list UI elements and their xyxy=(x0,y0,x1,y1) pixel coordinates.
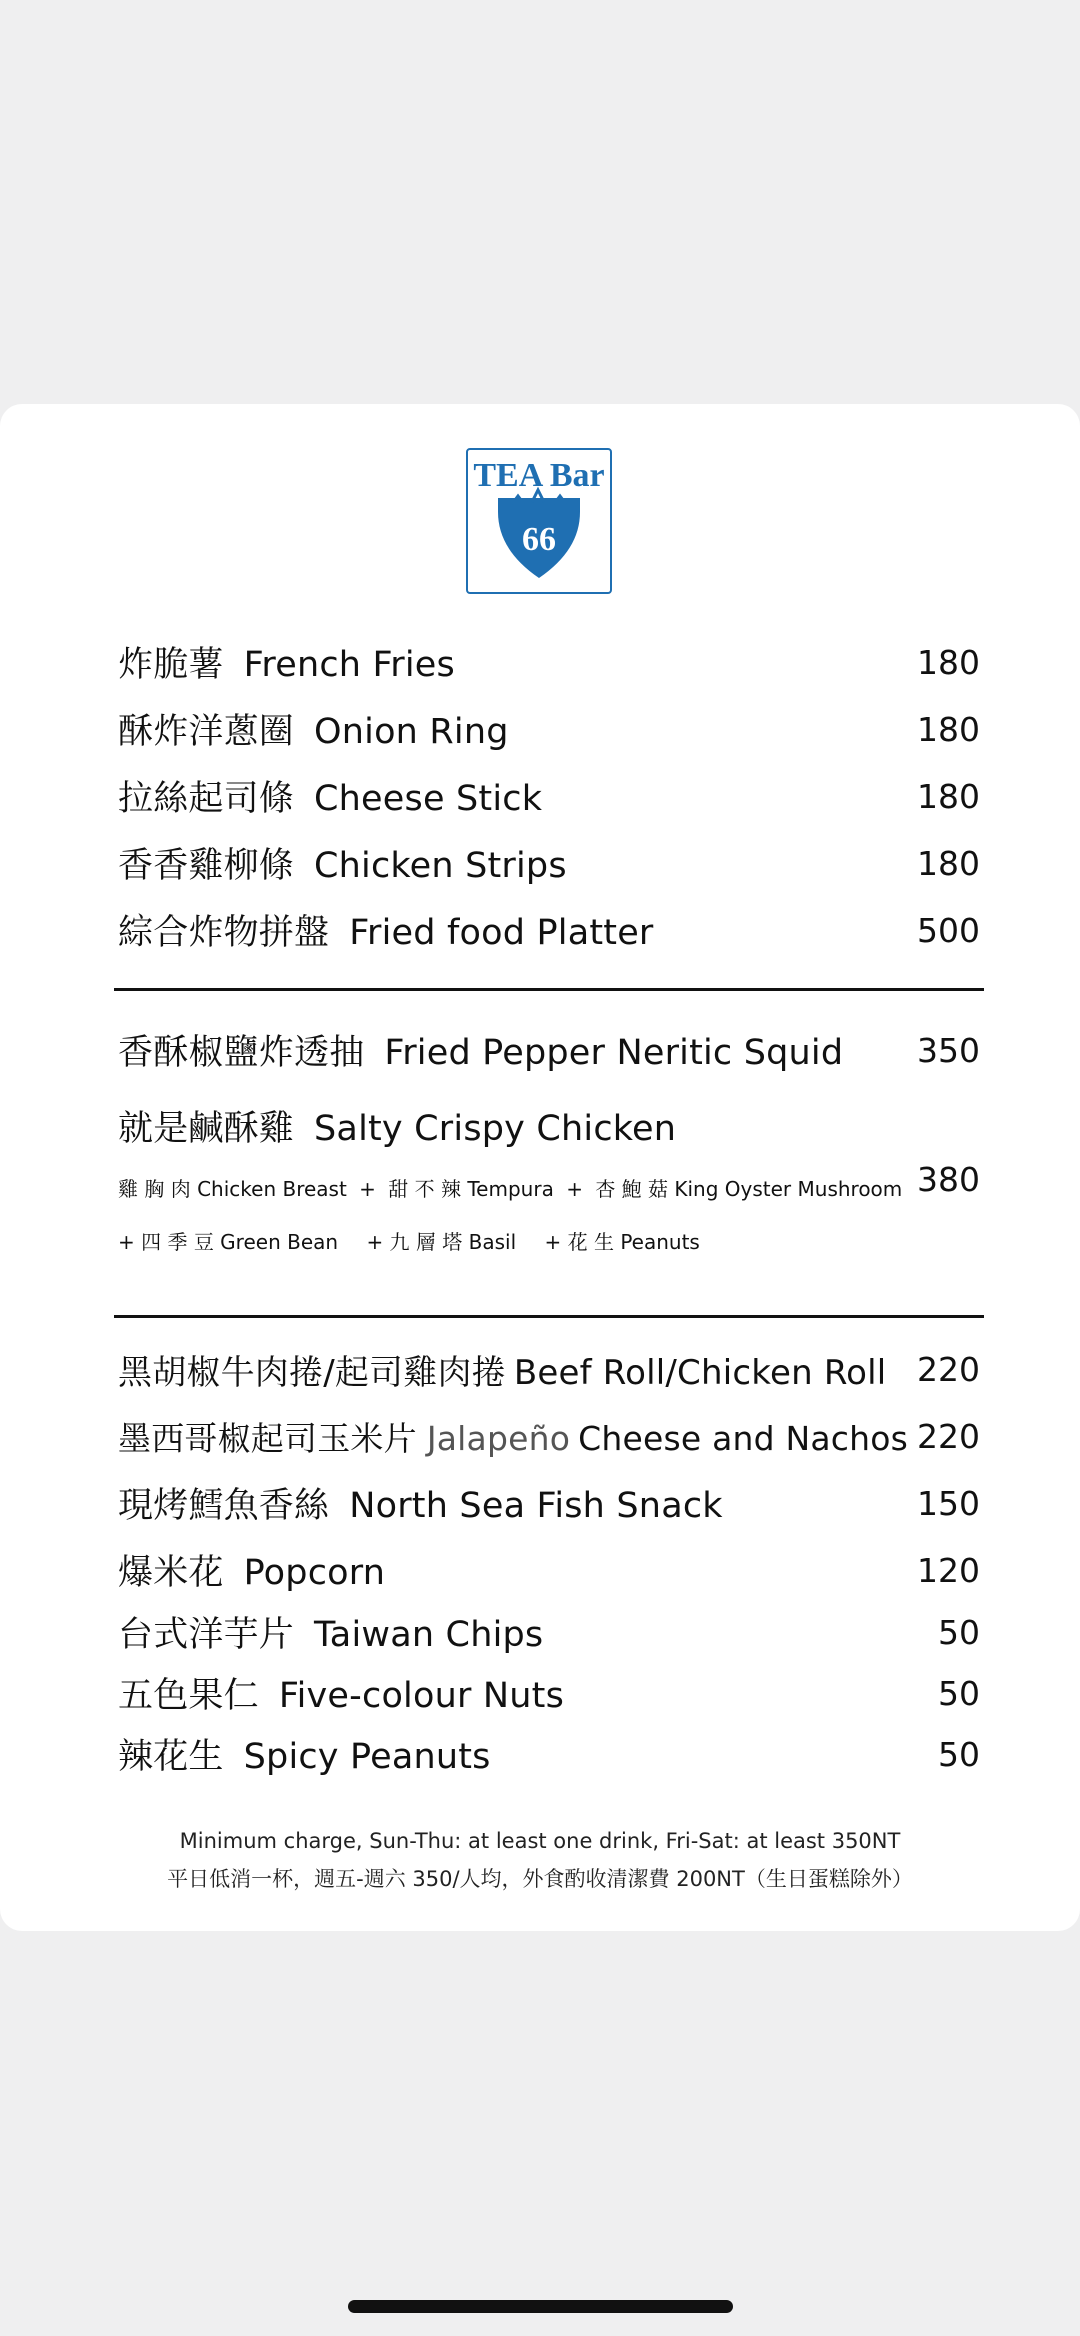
option-text: + 九 層 塔 Basil xyxy=(366,1230,517,1254)
item-name-en: Onion Ring xyxy=(314,712,509,752)
item-name-zh: 綜合炸物拼盤 xyxy=(118,913,330,953)
menu-item-squid xyxy=(118,1022,980,1078)
option-text: 杏 鮑 菇 King Oyster Mushroom xyxy=(595,1177,903,1201)
item-price: 220 xyxy=(917,1416,980,1456)
item-price: 180 xyxy=(917,843,980,883)
section-divider xyxy=(114,988,984,991)
menu-item-french-fries xyxy=(118,634,980,690)
logo-number: 66 xyxy=(522,521,556,558)
item-name-zh: 辣花生 xyxy=(118,1737,224,1777)
section-divider xyxy=(114,1315,984,1318)
option-text: 甜 不 辣 Tempura xyxy=(388,1177,554,1201)
item-name-en: Cheese and Nachos xyxy=(578,1418,908,1458)
item-name-zh: 黑胡椒牛肉捲/起司雞肉捲 xyxy=(118,1352,506,1393)
item-name-en: Fried food Platter xyxy=(349,913,654,953)
item-price: 220 xyxy=(917,1349,980,1389)
option-text: 雞 胸 肉 Chicken Breast xyxy=(118,1177,347,1201)
item-name-en: Fried Pepper Neritic Squid xyxy=(384,1033,844,1073)
option-plus: + xyxy=(566,1177,583,1201)
minimum-charge-note-en: Minimum charge, Sun-Thu: at least one drink, Fri-Sat: at least 350NT xyxy=(179,1829,901,1853)
item-name-en: Salty Crispy Chicken xyxy=(314,1109,677,1149)
item-name-zh: 台式洋芋片 xyxy=(118,1615,295,1655)
menu-item-beef-roll xyxy=(118,1341,980,1397)
menu-item-cheese-stick xyxy=(118,768,980,824)
menu-item-spicy-peanuts xyxy=(118,1726,980,1782)
chicken-price: 380 xyxy=(917,1160,980,1199)
item-name-zh: 香香雞柳條 xyxy=(118,846,295,886)
minimum-charge-note-zh: 平日低消一杯，週五-週六 350/人均，外食酌收清潔費 200NT（生日蛋糕除外） xyxy=(167,1867,913,1891)
option-text: + 花 生 Peanuts xyxy=(544,1230,700,1254)
menu-item-fish-snack xyxy=(118,1475,980,1531)
item-price: 120 xyxy=(917,1550,980,1590)
menu-item-nuts xyxy=(118,1665,980,1721)
item-name-zh: 就是鹹酥雞 xyxy=(118,1109,295,1149)
menu-item-onion-ring xyxy=(118,701,980,757)
item-name-en: Chicken Strips xyxy=(314,846,567,886)
item-price: 500 xyxy=(917,910,980,950)
menu-item-taiwan-chips xyxy=(118,1604,980,1660)
option-text: + 四 季 豆 Green Bean xyxy=(118,1230,339,1254)
item-name-en: Cheese Stick xyxy=(314,779,543,819)
item-name-zh: 酥炸洋蔥圈 xyxy=(118,712,295,752)
item-name-zh: 墨西哥椒起司玉米片 xyxy=(118,1418,417,1458)
item-name-en: French Fries xyxy=(243,645,455,685)
option-plus: + xyxy=(359,1177,376,1201)
item-name-en: Spicy Peanuts xyxy=(243,1737,491,1777)
item-name-zh: 五色果仁 xyxy=(118,1676,259,1716)
home-indicator[interactable] xyxy=(348,2300,733,2313)
menu-item-chicken-strips xyxy=(118,835,980,891)
chicken-options-line-2 xyxy=(118,1226,706,1255)
item-name-en-highlight: Jalapeño xyxy=(426,1418,571,1458)
item-name-en: Beef Roll/Chicken Roll xyxy=(513,1352,887,1393)
logo-text: TEA Bar xyxy=(473,457,605,494)
item-price: 50 xyxy=(938,1673,980,1713)
item-name-en: North Sea Fish Snack xyxy=(349,1486,723,1526)
item-price: 150 xyxy=(917,1483,980,1523)
item-name-zh: 炸脆薯 xyxy=(118,645,224,685)
item-name-en: Five-colour Nuts xyxy=(278,1676,565,1716)
item-price: 50 xyxy=(938,1734,980,1774)
item-price: 180 xyxy=(917,709,980,749)
item-name-zh: 香酥椒鹽炸透抽 xyxy=(118,1033,365,1073)
item-name-zh: 拉絲起司條 xyxy=(118,779,295,819)
item-price: 180 xyxy=(917,776,980,816)
item-name-zh: 現烤鱈魚香絲 xyxy=(118,1486,330,1526)
menu-item-nachos xyxy=(118,1408,980,1464)
menu-item-fried-food-platter xyxy=(118,902,980,958)
item-price: 350 xyxy=(917,1030,980,1070)
chicken-options-line-1 xyxy=(118,1173,908,1202)
item-name-en: Taiwan Chips xyxy=(314,1615,544,1655)
item-name-zh: 爆米花 xyxy=(118,1553,224,1593)
menu-item-salty-crispy-chicken xyxy=(118,1098,676,1154)
item-price: 180 xyxy=(917,642,980,682)
menu-item-popcorn xyxy=(118,1542,980,1598)
item-price: 50 xyxy=(938,1612,980,1652)
item-name-en: Popcorn xyxy=(243,1553,386,1593)
